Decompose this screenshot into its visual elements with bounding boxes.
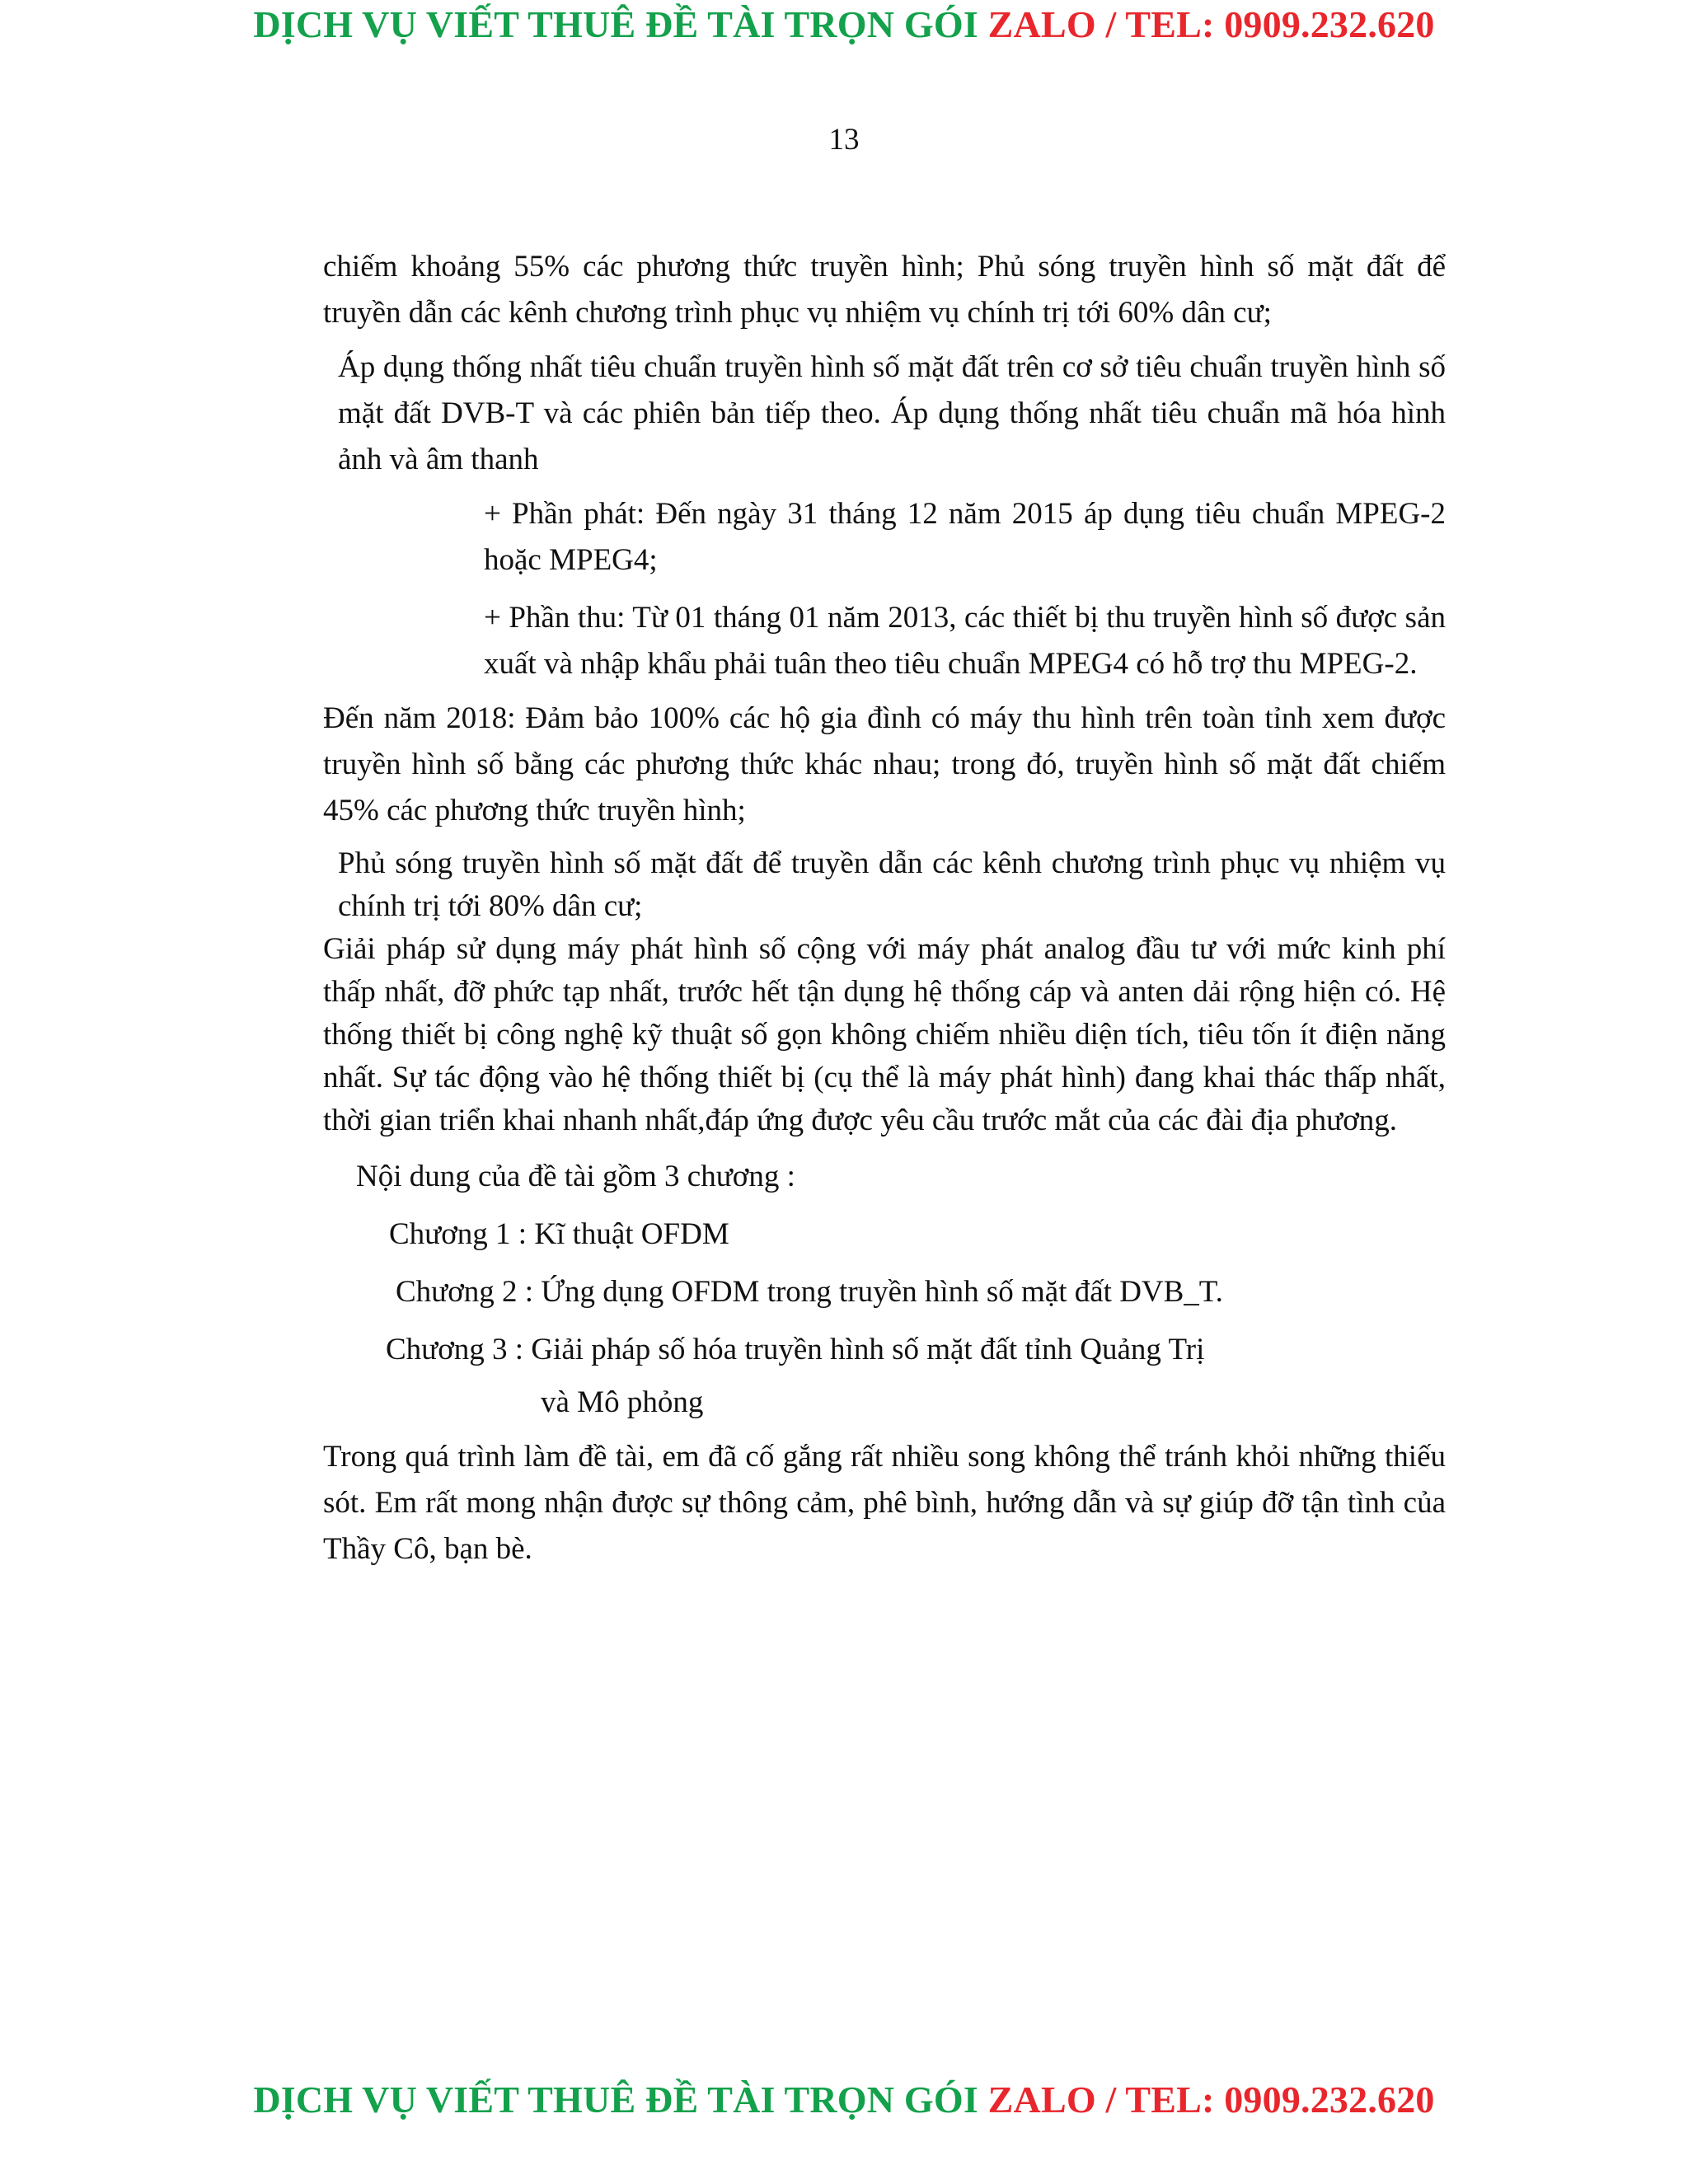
paragraph-solution: Giải pháp sử dụng máy phát hình số cộng với máy phát analog đầu tư với mức kinh phí thấp nhất, đỡ phức tạp nhất, trước hết tận dụng hệ thống cáp và anten dải rộng hiện có. Hệ thống thiết bị công nghệ kỹ thuật số gọn không chiếm nhiều diện tích, tiêu tốn ít điện năng nhất. Sự tác động vào hệ thống thiết bị (cụ thể là máy phát hình) đang khai thác thấp nhất, thời gian triển khai nhanh nhất,đáp ứng được yêu cầu trước mắt của các đài địa phương. <box>323 932 1446 1137</box>
chapter-2: Chương 2 : Ứng dụng OFDM trong truyền hình số mặt đất DVB_T. <box>396 1275 1223 1309</box>
banner-service-text: DỊCH VỤ VIẾT THUÊ ĐỀ TÀI TRỌN GÓI <box>253 2079 978 2121</box>
banner-contact-text: ZALO / TEL: 0909.232.620 <box>987 3 1435 45</box>
chapter-3: Chương 3 : Giải pháp số hóa truyền hình số mặt đất tỉnh Quảng Trị <box>386 1333 1205 1366</box>
banner-contact-text: ZALO / TEL: 0909.232.620 <box>987 2079 1435 2121</box>
paragraph-closing: Trong quá trình làm đề tài, em đã cố gắng rất nhiều song không thể tránh khỏi những thiếu sót. Em rất mong nhận được sự thông cảm, phê bình, hướng dẫn và sự giúp đỡ tận tình của Thầy Cô, bạn bè. <box>323 1440 1446 1566</box>
paragraph-2018: Đến năm 2018: Đảm bảo 100% các hộ gia đình có máy thu hình trên toàn tỉnh xem được truyền hình số bằng các phương thức khác nhau; trong đó, truyền hình số mặt đất chiếm 45% các phương thức truyền hình; <box>323 701 1446 827</box>
chapter-3-continued: và Mô phỏng <box>541 1385 704 1419</box>
bullet-receive: + Phần thu: Từ 01 tháng 01 năm 2013, các thiết bị thu truyền hình số được sản xuất và nhập khẩu phải tuân theo tiêu chuẩn MPEG4 có hỗ trợ thu MPEG-2. <box>484 601 1446 681</box>
bullet-transmit: + Phần phát: Đến ngày 31 tháng 12 năm 2015 áp dụng tiêu chuẩn MPEG-2 hoặc MPEG4; <box>484 497 1446 577</box>
page-number: 13 <box>828 123 860 157</box>
chapter-1: Chương 1 : Kĩ thuật OFDM <box>389 1217 729 1251</box>
paragraph-coverage-55: chiếm khoảng 55% các phương thức truyền hình; Phủ sóng truyền hình số mặt đất để truyền dẫn các kênh chương trình phục vụ nhiệm vụ chính trị tới 60% dân cư; <box>323 250 1446 330</box>
paragraph-standard: Áp dụng thống nhất tiêu chuẩn truyền hình số mặt đất trên cơ sở tiêu chuẩn truyền hình số mặt đất DVB-T và các phiên bản tiếp theo. Áp dụng thống nhất tiêu chuẩn mã hóa hình ảnh và âm thanh <box>338 350 1446 476</box>
footer-banner <box>0 2077 1688 2123</box>
paragraph-coverage-80: Phủ sóng truyền hình số mặt đất để truyền dẫn các kênh chương trình phục vụ nhiệm vụ chính trị tới 80% dân cư; <box>338 846 1446 923</box>
document-body <box>323 244 1446 1572</box>
header-banner <box>0 2 1688 48</box>
banner-service-text: DỊCH VỤ VIẾT THUÊ ĐỀ TÀI TRỌN GÓI <box>253 3 978 45</box>
bullet-list <box>323 491 1446 687</box>
chapters-intro: Nội dung của đề tài gồm 3 chương : <box>356 1160 795 1193</box>
